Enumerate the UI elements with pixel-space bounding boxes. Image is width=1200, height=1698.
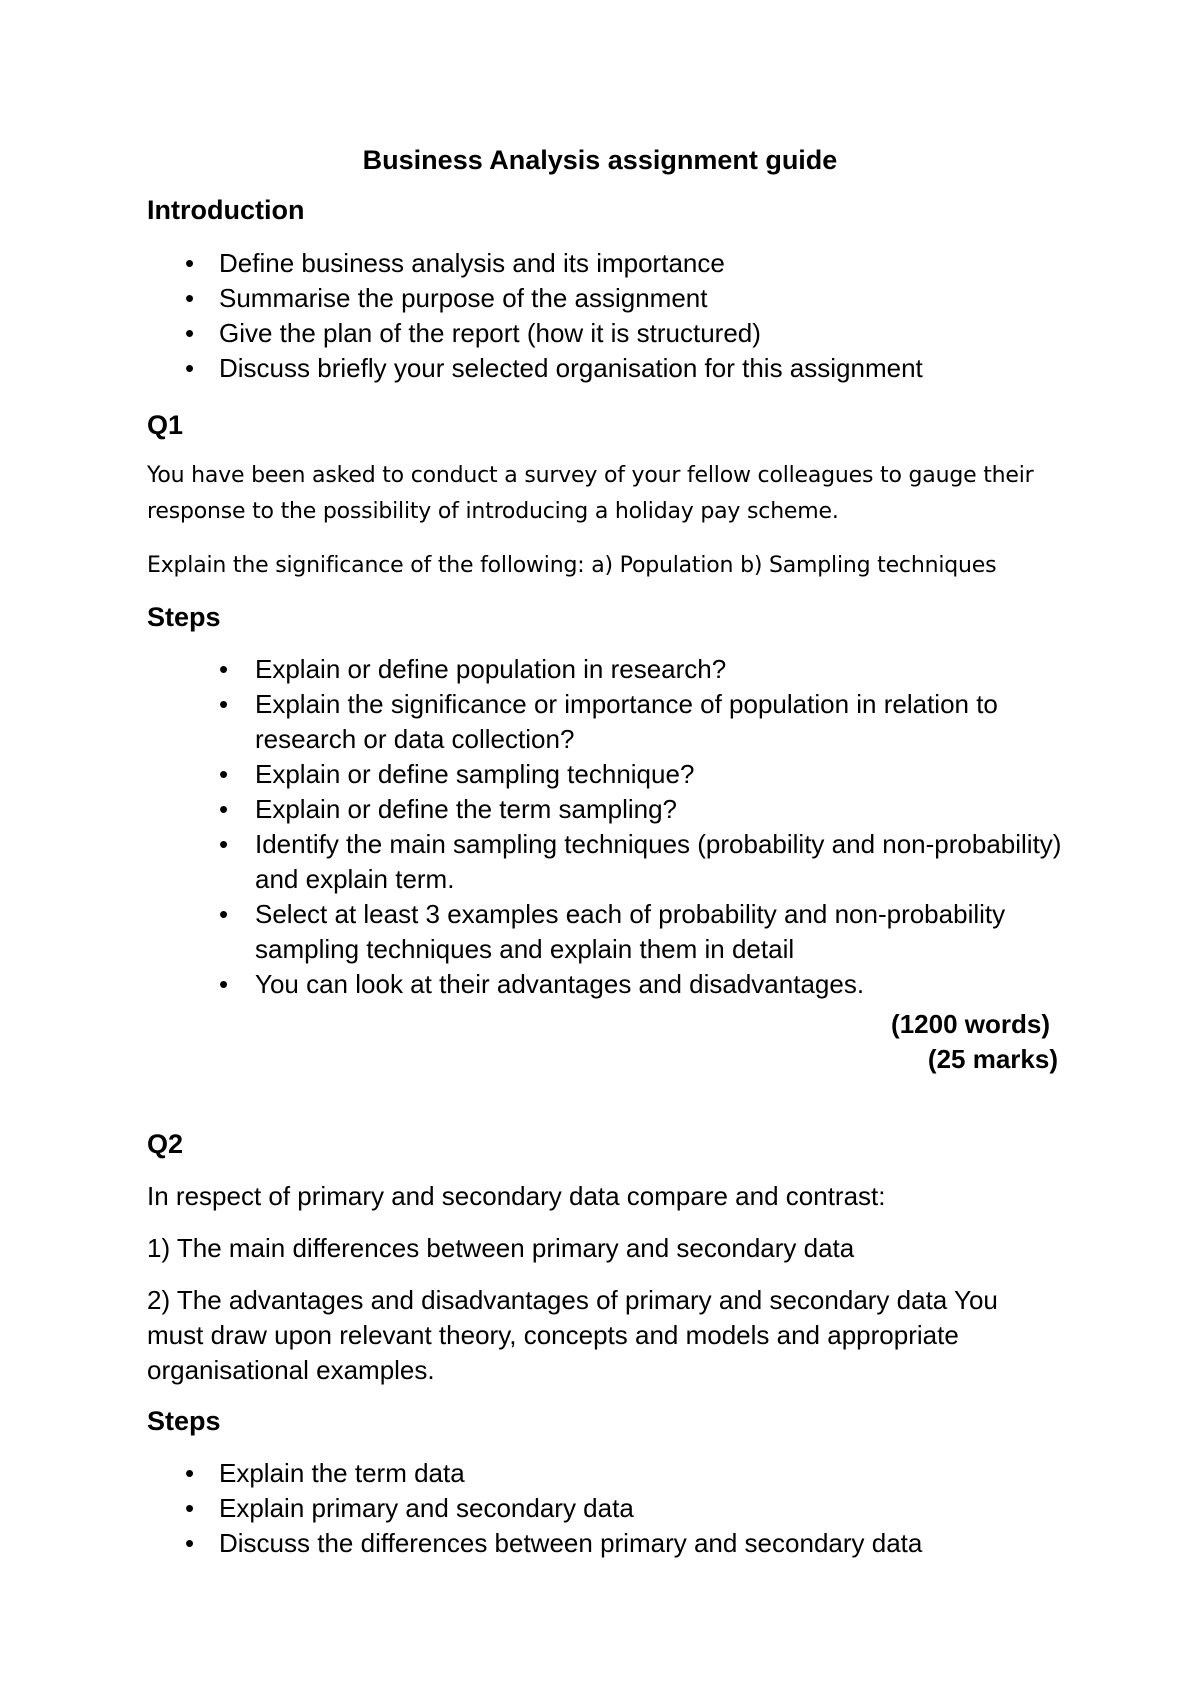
bullet-icon: •	[219, 794, 229, 824]
list-item: • Select at least 3 examples each of probability and non-probability sampling techniques and explain them in detail	[219, 899, 1006, 964]
bullet-icon: •	[219, 899, 229, 929]
bullet-icon: •	[219, 969, 229, 999]
bullet-icon: •	[185, 1528, 195, 1558]
word-count: (1200 words)	[891, 1009, 1050, 1039]
document-title: Business Analysis assignment guide	[362, 145, 838, 175]
bullet-icon: •	[185, 283, 195, 313]
list-item: • Summarise the purpose of the assignment	[147, 281, 1147, 316]
bullet-icon: •	[185, 248, 195, 278]
q1-heading: Q1	[147, 410, 184, 440]
introduction-list	[147, 246, 1147, 386]
list-item: • Explain primary and secondary data	[147, 1491, 1147, 1526]
list-item: • You can look at their advantages and disadvantages.	[183, 967, 1063, 1002]
q2-heading: Q2	[147, 1129, 184, 1159]
q2-intro: In respect of primary and secondary data compare and contrast:	[147, 1181, 886, 1211]
bullet-icon: •	[219, 654, 229, 684]
list-item: • Explain the term data	[147, 1456, 1147, 1491]
list-item: • Explain or define sampling technique?	[183, 757, 1063, 792]
bullet-icon: •	[219, 759, 229, 789]
q2-point-1: 1) The main differences between primary and secondary data	[147, 1233, 855, 1263]
list-item: • Identify the main sampling techniques (probability and non-probability) and explain term.	[219, 829, 1062, 894]
q2-steps-list	[147, 1456, 1147, 1561]
bullet-icon: •	[185, 353, 195, 383]
list-item: • Explain or define the term sampling?	[183, 792, 1063, 827]
q1-steps-list	[183, 652, 1063, 1002]
bullet-icon: •	[185, 1458, 195, 1488]
bullet-icon: •	[185, 1493, 195, 1523]
q1-paragraph: You have been asked to conduct a survey of your fellow colleagues to gauge their response to the possibility of introducing a holiday pay scheme.	[147, 463, 1034, 524]
list-item: • Explain or define population in research?	[183, 652, 1063, 687]
q1-steps-heading: Steps	[147, 602, 221, 632]
q2-steps-heading: Steps	[147, 1406, 221, 1436]
introduction-heading: Introduction	[147, 195, 305, 225]
list-item: • Discuss briefly your selected organisation for this assignment	[147, 351, 1147, 386]
marks: (25 marks)	[927, 1044, 1058, 1074]
q2-point-2: 2) The advantages and disadvantages of primary and secondary data You must draw upon relevant theory, concepts and models and appropriate organisational examples.	[147, 1285, 998, 1385]
q1-question: Explain the significance of the following: a) Population b) Sampling techniques	[147, 553, 997, 578]
list-item: • Give the plan of the report (how it is structured)	[147, 316, 1147, 351]
bullet-icon: •	[185, 318, 195, 348]
list-item: • Explain the significance or importance of population in relation to research or data collection?	[219, 689, 998, 754]
list-item: • Discuss the differences between primary and secondary data	[147, 1526, 1147, 1561]
bullet-icon: •	[219, 689, 229, 719]
list-item: • Define business analysis and its importance	[147, 246, 1147, 281]
bullet-icon: •	[219, 829, 229, 859]
